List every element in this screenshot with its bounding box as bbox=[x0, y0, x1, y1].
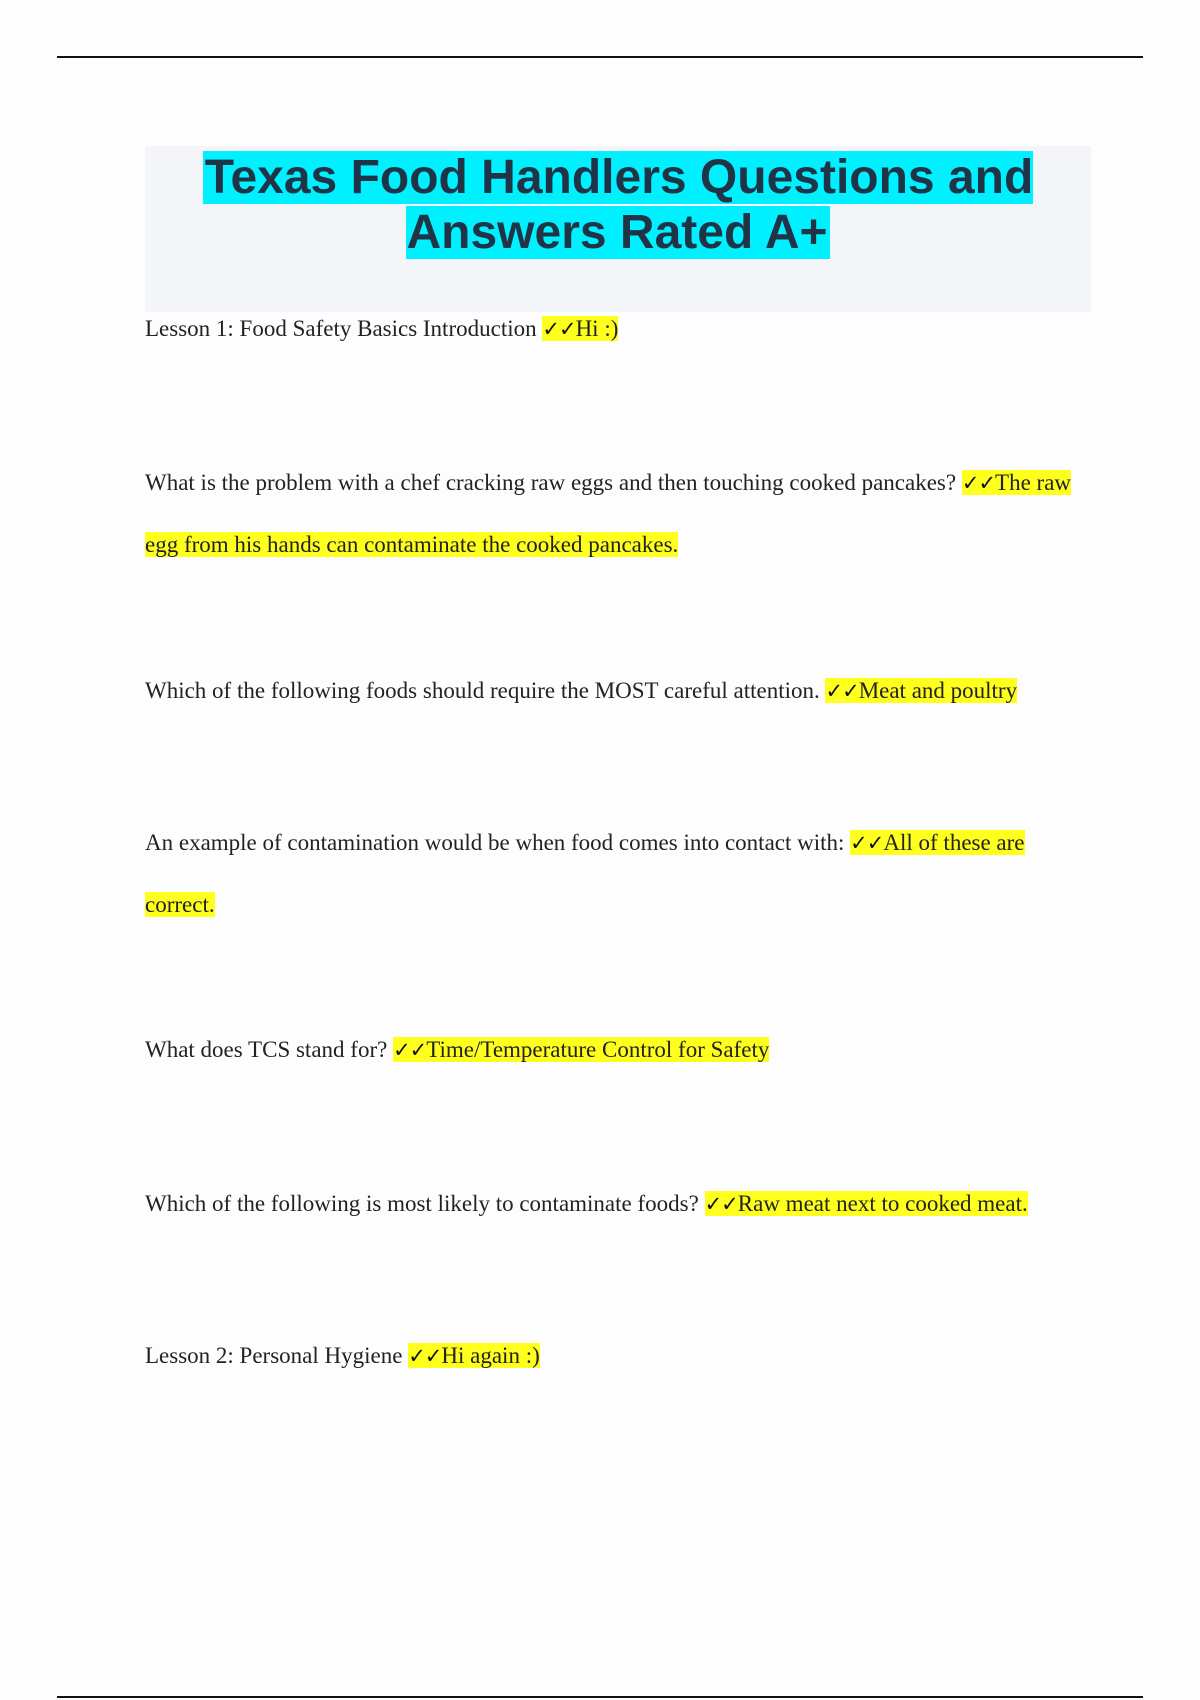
check-icon: ✓✓ bbox=[850, 831, 884, 855]
check-icon: ✓✓ bbox=[825, 679, 859, 703]
footer-rule bbox=[57, 1696, 1143, 1698]
answer-text: The raw egg from his hands can contaminate the cooked pancakes. bbox=[145, 470, 1072, 557]
check-icon: ✓✓ bbox=[393, 1038, 427, 1062]
question-text: Lesson 2: Personal Hygiene bbox=[145, 1343, 403, 1368]
answer-highlight bbox=[542, 316, 618, 341]
question-text: Lesson 1: Food Safety Basics Introduction bbox=[145, 316, 537, 341]
check-icon: ✓✓ bbox=[704, 1192, 738, 1216]
qa-item bbox=[145, 812, 1090, 935]
question-text: What is the problem with a chef cracking raw eggs and then touching cooked pancakes? bbox=[145, 470, 957, 495]
qa-item bbox=[145, 1019, 1090, 1081]
title-block bbox=[145, 146, 1091, 312]
question-text: Which of the following foods should require the MOST careful attention. bbox=[145, 678, 820, 703]
answer-text: All of these are correct. bbox=[145, 830, 1025, 917]
answer-text: Meat and poultry bbox=[858, 678, 1018, 703]
header-rule bbox=[57, 56, 1143, 58]
qa-item bbox=[145, 452, 1090, 575]
question-text: Which of the following is most likely to contaminate foods? bbox=[145, 1191, 699, 1216]
title-highlight: Texas Food Handlers Questions and Answers Rated A+ bbox=[204, 151, 1034, 259]
document-title bbox=[145, 146, 1091, 260]
qa-item bbox=[145, 1325, 1090, 1387]
check-icon: ✓✓ bbox=[961, 471, 996, 495]
answer-highlight bbox=[408, 1343, 540, 1368]
answer-text: Hi again :) bbox=[441, 1343, 540, 1368]
check-icon: ✓✓ bbox=[408, 1344, 442, 1368]
answer-highlight bbox=[393, 1037, 769, 1062]
question-text: An example of contamination would be when food comes into contact with: bbox=[145, 830, 845, 855]
question-text: What does TCS stand for? bbox=[145, 1037, 388, 1062]
answer-highlight bbox=[705, 1191, 1028, 1216]
check-icon: ✓✓ bbox=[542, 317, 576, 341]
answer-highlight bbox=[825, 678, 1017, 703]
qa-item bbox=[145, 660, 1090, 722]
answer-text: Time/Temperature Control for Safety bbox=[426, 1037, 770, 1062]
qa-item bbox=[145, 298, 1090, 360]
qa-item bbox=[145, 1173, 1090, 1235]
answer-text: Raw meat next to cooked meat. bbox=[737, 1191, 1028, 1216]
answer-text: Hi :) bbox=[575, 316, 619, 341]
